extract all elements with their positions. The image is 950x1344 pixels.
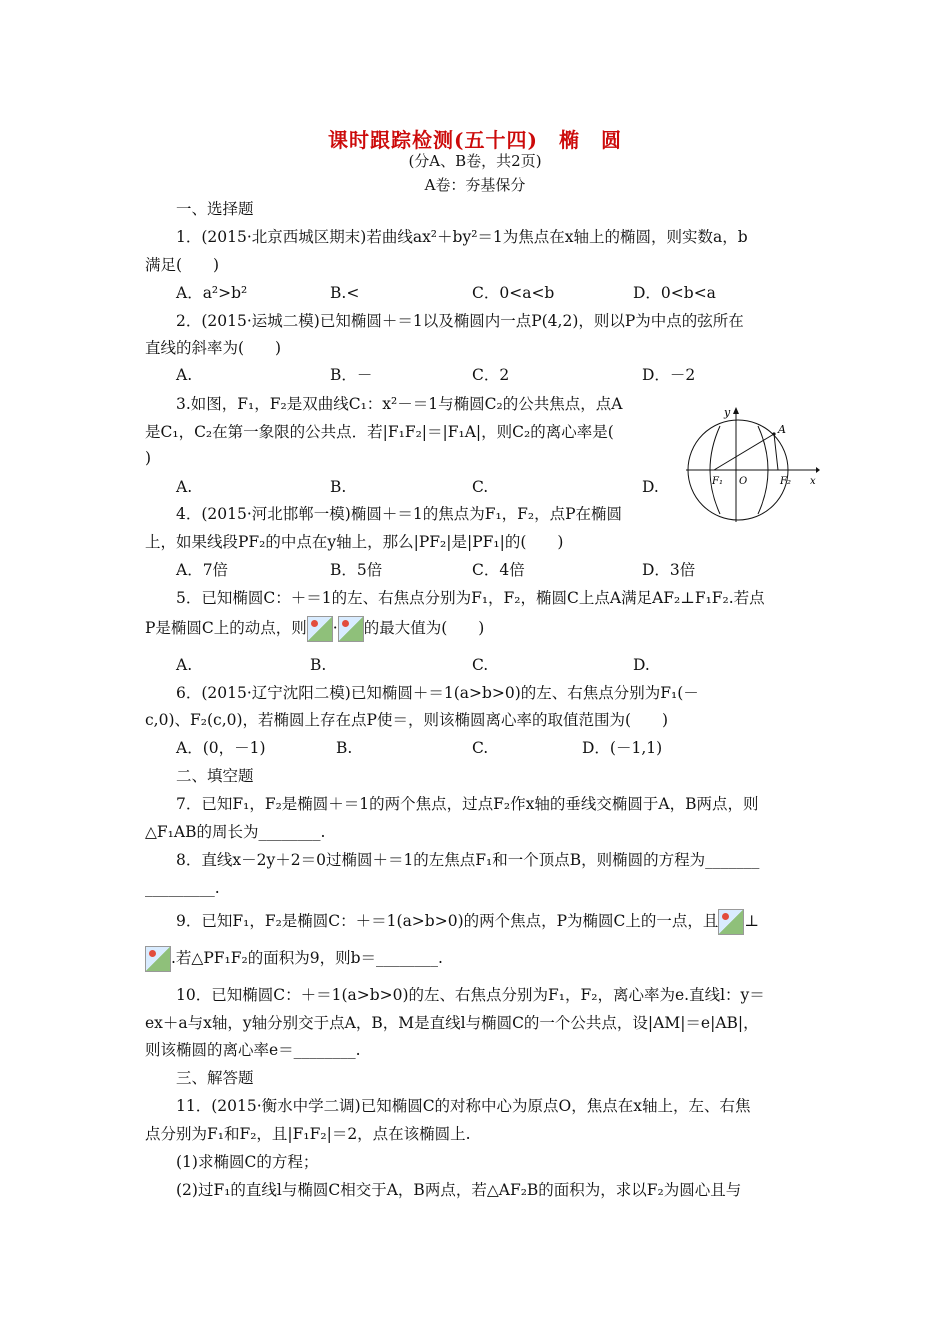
q6-option-a: A．(0，－1) [176, 739, 266, 757]
q9-line2-text: .若△PF₁F₂的面积为9，则b＝________. [171, 949, 443, 967]
q11-line1: 11．(2015·衡水中学二调)已知椭圆C的对称中心为原点O，焦点在x轴上，左、右焦 [176, 1097, 751, 1115]
q9-line2 [145, 946, 443, 972]
q5-option-b: B. [310, 656, 327, 674]
q7-line2: △F₁AB的周长为________. [145, 823, 326, 841]
fig-label-f1: F₁ [712, 476, 723, 487]
q3-line2: 是C₁，C₂在第一象限的公共点．若|F₁F₂|＝|F₁A|，则C₂的离心率是( [145, 423, 614, 441]
q8-line2: _________. [145, 879, 220, 897]
q1-option-b: B.< [330, 284, 360, 302]
q5-line1: 5．已知椭圆C：＋＝1的左、右焦点分别为F₁，F₂，椭圆C上点A满足AF₂⊥F₁F₂.若点 [176, 589, 765, 607]
part-heading-fill: 二、填空题 [176, 767, 254, 785]
q6-option-c: C. [472, 739, 489, 757]
part-heading-choice: 一、选择题 [176, 200, 254, 218]
q10-line3: 则该椭圆的离心率e＝________. [145, 1041, 361, 1059]
page-subtitle: (分A、B卷，共2页) [408, 152, 542, 170]
q5-option-d: D. [633, 656, 650, 674]
q2-line1: 2．(2015·运城二模)已知椭圆＋＝1以及椭圆内一点P(4,2)，则以P为中点的弦所在 [176, 312, 744, 330]
q2-line2: 直线的斜率为( ) [145, 339, 282, 357]
q4-option-b: B．5倍 [330, 561, 383, 579]
fig-label-x: x [810, 476, 816, 487]
q10-line2: ex＋a与x轴，y轴分别交于点A，B，M是直线l与椭圆C的一个公共点，设|AM|＝e|AB|， [145, 1014, 759, 1032]
q11-line2: 点分别为F₁和F₂，且|F₁F₂|＝2，点在该椭圆上. [145, 1125, 471, 1143]
fig-label-a: A [778, 423, 786, 436]
q9-line1 [176, 909, 759, 935]
q1-line1: 1．(2015·北京西城区期末)若曲线ax²＋by²＝1为焦点在x轴上的椭圆，则实数a，b [176, 228, 748, 246]
fig-label-y: y [724, 406, 731, 419]
q5-line2-start: P是椭圆C上的动点，则 [145, 619, 307, 637]
q1-option-d: D．0<b<a [633, 284, 716, 302]
vector-image-icon [718, 909, 744, 935]
q3-line3: ) [145, 449, 152, 467]
q4-option-c: C．4倍 [472, 561, 525, 579]
q1-option-c: C．0<a<b [472, 284, 555, 302]
q5-dot: · [332, 619, 338, 637]
part-heading-solve: 三、解答题 [176, 1069, 254, 1087]
q6-option-b: B. [336, 739, 353, 757]
q4-option-a: A．7倍 [176, 561, 229, 579]
ellipse-hyperbola-figure [686, 404, 820, 524]
q4-line2: 上，如果线段PF₂的中点在y轴上，那么|PF₂|是|PF₁|的( ) [145, 533, 564, 551]
q11-sub1: (1)求椭圆C的方程； [176, 1153, 319, 1171]
q5-option-a: A. [176, 656, 193, 674]
q11-sub2: (2)过F₁的直线l与椭圆C相交于A，B两点，若△AF₂B的面积为，求以F₂为圆心且与 [176, 1181, 742, 1199]
q5-line2 [145, 616, 484, 642]
fig-label-o: O [739, 476, 748, 487]
q9-line1-text: 9．已知F₁，F₂是椭圆C：＋＝1(a>b>0)的两个焦点，P为椭圆C上的一点，且 [176, 912, 719, 930]
q8-line1: 8．直线x－2y＋2＝0过椭圆＋＝1的左焦点F₁和一个顶点B，则椭圆的方程为_______ [176, 851, 760, 869]
q3-option-a: A. [176, 478, 193, 496]
vector-image-icon [145, 946, 171, 972]
q5-option-c: C. [472, 656, 489, 674]
q5-line2-end: 的最大值为( ) [363, 619, 485, 637]
q6-option-d: D．(－1,1) [582, 739, 663, 757]
vector-image-icon [307, 616, 333, 642]
fig-label-f2: F₂ [780, 476, 791, 487]
q3-option-c: C. [472, 478, 489, 496]
q7-line1: 7．已知F₁，F₂是椭圆＋＝1的两个焦点，过点F₂作x轴的垂线交椭圆于A，B两点，则 [176, 795, 759, 813]
q4-option-d: D．3倍 [642, 561, 696, 579]
vector-image-icon [338, 616, 364, 642]
section-label: A卷：夯基保分 [424, 176, 526, 194]
q2-option-c: C．2 [472, 366, 510, 384]
q2-option-a: A. [176, 366, 193, 384]
q9-perp: ⊥ [744, 912, 759, 930]
page-title: 课时跟踪检测(五十四) 椭 圆 [328, 128, 622, 152]
q6-line2: c,0)、F₂(c,0)，若椭圆上存在点P使＝，则该椭圆离心率的取值范围为( ) [145, 711, 669, 729]
q3-option-d: D. [642, 478, 659, 496]
q6-line1: 6．(2015·辽宁沈阳二模)已知椭圆＋＝1(a>b>0)的左、右焦点分别为F₁(－ [176, 684, 699, 702]
q10-line1: 10．已知椭圆C：＋＝1(a>b>0)的左、右焦点分别为F₁，F₂，离心率为e.直线l：y＝ [176, 986, 765, 1004]
q3-line1: 3.如图，F₁，F₂是双曲线C₁：x²－＝1与椭圆C₂的公共焦点，点A [176, 395, 623, 413]
q1-line2: 满足( ) [145, 256, 220, 274]
q4-line1: 4．(2015·河北邯郸一模)椭圆＋＝1的焦点为F₁，F₂，点P在椭圆 [176, 505, 623, 523]
q2-option-d: D．－2 [642, 366, 696, 384]
q3-option-b: B. [330, 478, 347, 496]
q1-option-a: A．a²>b² [176, 284, 248, 302]
q2-option-b: B．－ [330, 366, 373, 384]
